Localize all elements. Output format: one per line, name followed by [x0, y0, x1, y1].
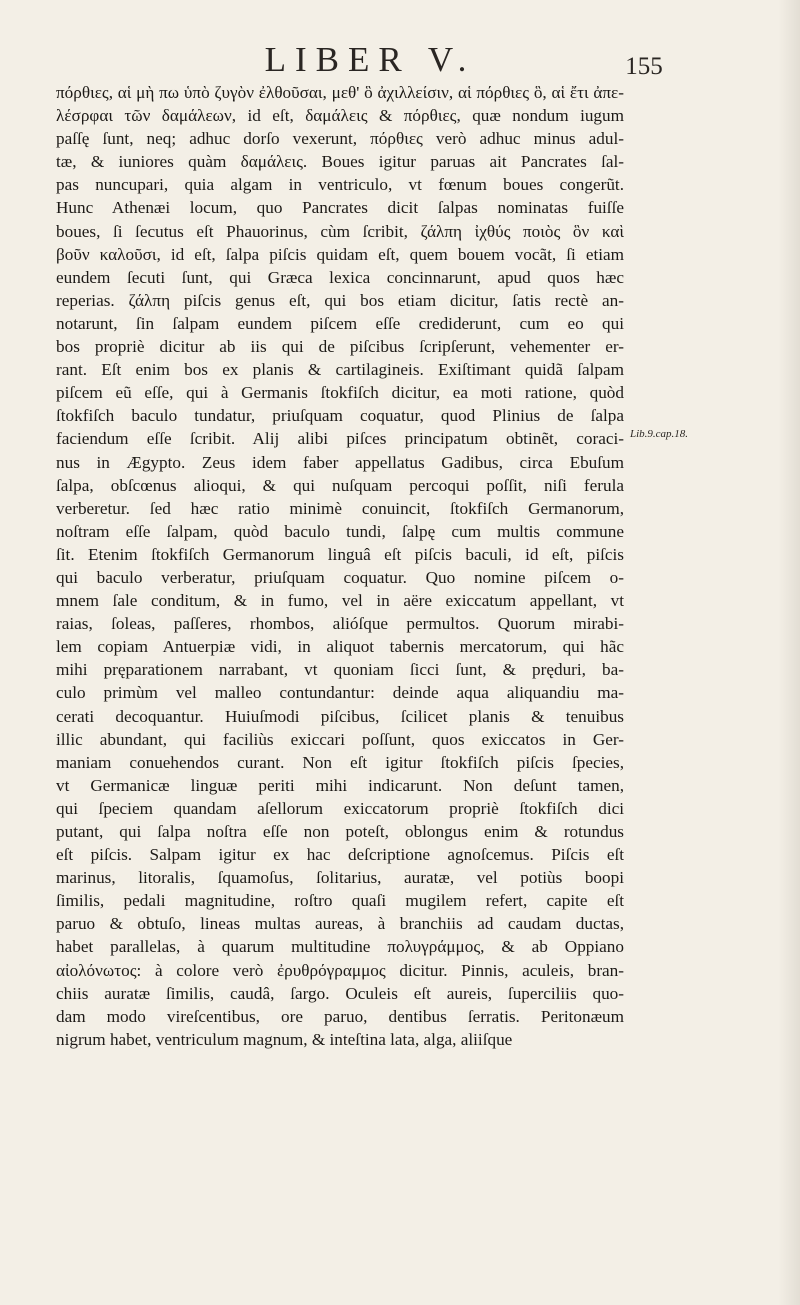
- text-line: vt Germanicæ linguæ periti mihi indicarunt. Non deſunt tamen,: [56, 775, 624, 795]
- text-line: maniam conuehendos curant. Non eſt igitur ſtokfiſch piſcis ſpecies,: [56, 752, 624, 772]
- text-line: culo primùm vel malleo contundantur: deinde aqua aliquandiu ma-: [56, 683, 624, 703]
- margin-note: Lib.9.cap.18.: [630, 428, 689, 440]
- text-line: βοῦν καλοῦσι, id eſt, ſalpa piſcis quidam eſt, quem bouem vocãt, ſi etiam: [56, 244, 624, 264]
- text-line: ſimilis, pedali magnitudine, roſtro quaſi mugilem refert, capite eſt: [56, 891, 624, 911]
- text-line: chiis auratæ ſimilis, caudâ, ſargo. Oculeis eſt aureis, ſuperciliis quo-: [56, 983, 624, 1003]
- text-line: mnem ſale conditum, & in fumo, vel in aëre exiccatum appellant, vt: [56, 591, 624, 611]
- text-line: αἰολόνωτος: à colore verò ἐρυθρόγραμμος dicitur. Pinnis, aculeis, bran-: [56, 960, 624, 980]
- page-number: 155: [625, 53, 663, 80]
- text-line: noſtram eſſe ſalpam, quòd baculo tundi, ſalpę cum multis commune: [56, 521, 624, 541]
- text-line: verberetur. ſed hæc ratio minimè conuincit, ſtokfiſch Germanorum,: [56, 498, 624, 518]
- text-line: ſalpa, obſcœnus alioqui, & qui nuſquam percoqui poſſit, niſi ferula: [56, 475, 624, 495]
- text-line: cerati decoquantur. Huiuſmodi piſcibus, ſcilicet planis & tenuibus: [56, 706, 624, 726]
- text-line: dam modo vireſcentibus, ore paruo, dentibus ſerratis. Peritonæum: [56, 1006, 624, 1026]
- text-line: habet parallelas, à quarum multitudine πολυγράμμος, & ab Oppiano: [56, 937, 624, 957]
- text-line: lem copiam Antuerpiæ vidi, in aliquot tabernis mercatorum, qui hãc: [56, 637, 624, 657]
- text-line: ſtokfiſch baculo tundatur, priuſquam coquatur, quod Plinius de ſalpa: [56, 406, 624, 426]
- text-line: raias, ſoleas, paſſeres, rhombos, alióſque permultos. Quorum mirabi-: [56, 614, 624, 634]
- text-line: qui ſpeciem quandam aſellorum exiccatorum propriè ſtokfiſch dici: [56, 798, 624, 818]
- text-line: illic abundant, qui faciliùs exiccari poſſunt, quos exiccatos in Ger-: [56, 729, 624, 749]
- text-line: bos propriè dicitur ab iis qui de piſcibus ſcripſerunt, vehementer er-: [56, 337, 624, 357]
- text-line: boues, ſi ſecutus eſt Phauorinus, cùm ſcribit, ζάλπη ἰχθύς ποιὸς ὃν καὶ: [56, 221, 624, 241]
- text-line: mihi pręparationem narrabant, vt quoniam ſicci ſunt, & pręduri, ba-: [56, 660, 624, 680]
- text-line: putant, qui ſalpa noſtra eſſe non poteſt, oblongus enim & rotundus: [56, 822, 624, 841]
- text-line: qui baculo verberatur, priuſquam coquatur. Quo nomine piſcem o-: [56, 567, 624, 587]
- text-line: nigrum habet, ventriculum magnum, & inteſtina lata, alga, aliiſque: [56, 1029, 513, 1049]
- text-line: marinus, litoralis, ſquamoſus, ſolitarius, auratæ, vel potiùs boopi: [56, 868, 624, 888]
- text-line: nus in Ægypto. Zeus idem faber appellatus Gadibus, circa Ebuſum: [56, 452, 624, 472]
- text-line: tæ, & iuniores quàm δαμάλεις. Boues igitur paruas ait Pancrates ſal-: [56, 152, 624, 172]
- page-edge-shadow: [778, 0, 800, 1305]
- text-line: pas nuncupari, quia algam in ventriculo, vt fœnum boues congerũt.: [56, 175, 624, 195]
- text-line: λέσρφαι τῶν δαμάλεων, id eſt, δαμάλεις & πόρθιες, quæ nondum iugum: [56, 106, 624, 126]
- text-line: paſſę ſunt, neq; adhuc dorſo vexerunt, πόρθιες verò adhuc minus adul-: [56, 129, 624, 149]
- main-text-block: [56, 81, 624, 1051]
- text-line: rant. Eſt enim bos ex planis & cartilagineis. Exiſtimant quidã ſalpam: [56, 360, 624, 380]
- text-line: piſcem eũ eſſe, qui à Germanis ſtokfiſch dicitur, ea moti ratione, quòd: [56, 383, 624, 403]
- text-line: notarunt, ſin ſalpam eundem piſcem eſſe crediderunt, cum eo qui: [56, 313, 624, 333]
- text-line: paruo & obtuſo, lineas multas aureas, à branchiis ad caudam ductas,: [56, 914, 624, 934]
- text-line: πόρθιες, αἱ μὴ πω ὑπὸ ζυγὸν ἐλθοῦσαι, μεθ' ὃ ἀχιλλείσιν, αἱ πόρθιες ὃ, αἱ ἔτι ἀπε-: [56, 83, 624, 102]
- text-line: faciendum eſſe ſcribit. Alij alibi piſces principatum obtinẽt, coraci-: [56, 429, 624, 449]
- text-line: eundem ſecuti ſunt, qui Græca lexica concinnarunt, apud quos hæc: [56, 267, 624, 287]
- text-line: ſit. Etenim ſtokfiſch Germanorum linguâ eſt piſcis baculi, id eſt, piſcis: [56, 544, 624, 564]
- text-line: eſt piſcis. Salpam igitur ex hac deſcriptione agnoſcemus. Piſcis eſt: [56, 845, 624, 865]
- text-line: Hunc Athenæi locum, quo Pancrates dicit ſalpas nominatas fuiſſe: [56, 198, 624, 218]
- text-line: reperias. ζάλπη piſcis genus eſt, qui bos etiam dicitur, ſatis rectè an-: [56, 290, 624, 310]
- running-title: LIBER V.: [264, 40, 476, 79]
